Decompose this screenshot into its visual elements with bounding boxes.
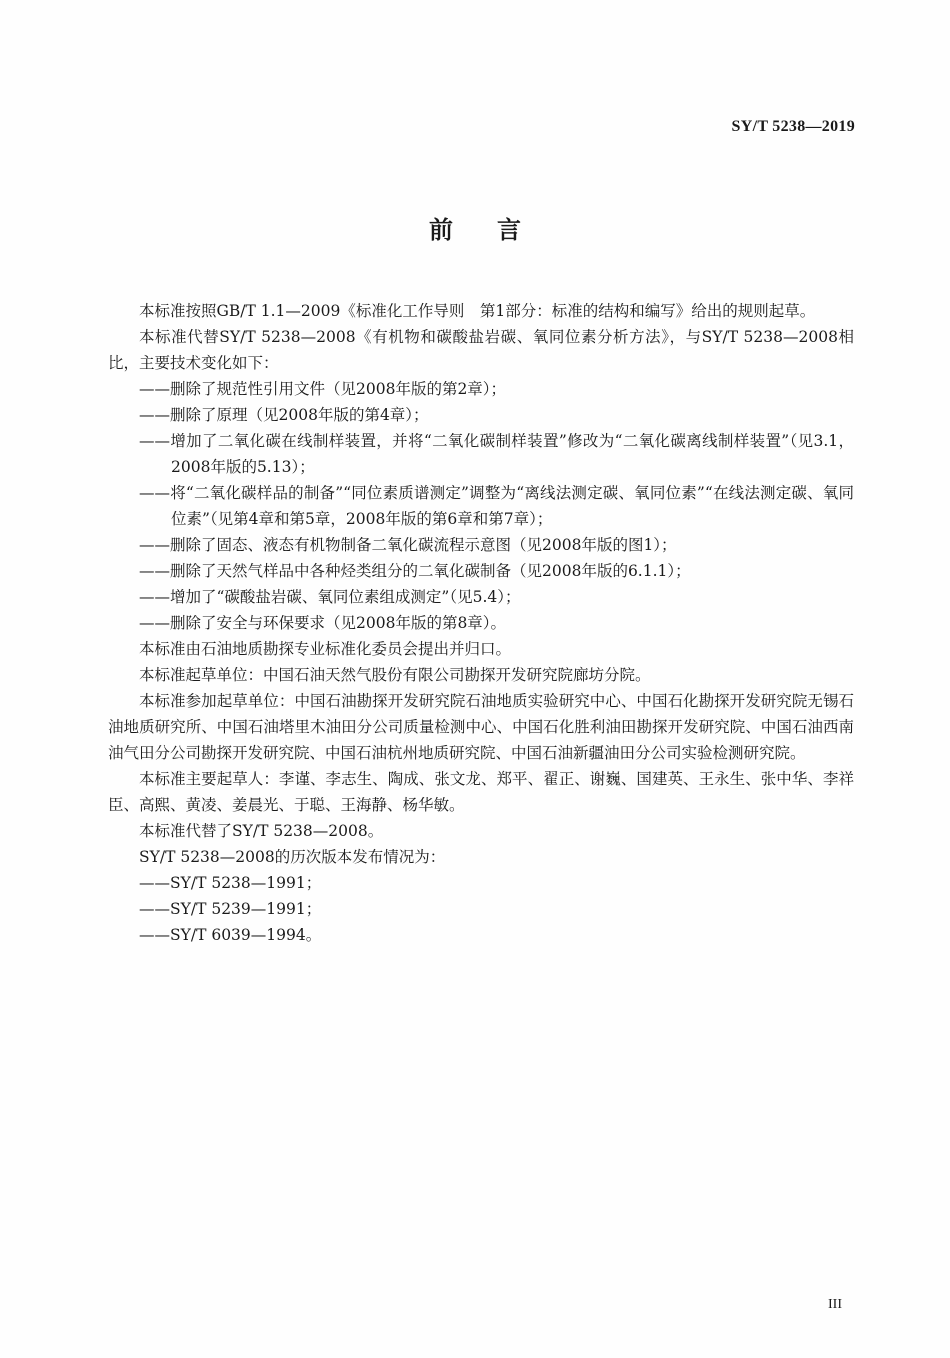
- change-item: ——删除了天然气样品中各种烃类组分的二氧化碳制备（见2008年版的6.1.1）；: [139, 562, 691, 580]
- paragraph-history: SY/T 5238—2008的历次版本发布情况为：: [139, 848, 446, 866]
- standard-code: SY/T 5238—2019: [731, 118, 855, 135]
- change-item: ——删除了固态、液态有机物制备二氧化碳流程示意图（见2008年版的图1）；: [139, 536, 677, 554]
- change-item: ——删除了规范性引用文件（见2008年版的第2章）；: [139, 380, 507, 398]
- change-item: ——将“二氧化碳样品的制备”“同位素质谱测定”调整为“离线法测定碳、氧同位素”“在线法测定碳、氧同位素”（见第4章和第5章，2008年版的第6章和第7章）；: [139, 484, 854, 528]
- page-number: III: [828, 1297, 842, 1312]
- change-item: ——删除了原理（见2008年版的第4章）；: [139, 406, 429, 424]
- history-item: ——SY/T 6039—1994。: [139, 926, 322, 944]
- change-item: ——增加了“碳酸盐岩碳、氧同位素组成测定”（见5.4）；: [139, 588, 521, 606]
- history-item: ——SY/T 5239—1991；: [139, 900, 322, 918]
- paragraph-drafting-rules: 本标准按照GB/T 1.1—2009《标准化工作导则 第1部分：标准的结构和编写》给出的规则起草。: [139, 302, 816, 320]
- paragraph-replacement: 本标准代替SY/T 5238—2008《有机物和碳酸盐岩碳、氧同位素分析方法》，与SY/T 5238—2008相比，主要技术变化如下：: [108, 328, 854, 372]
- paragraph-participating-units: 本标准参加起草单位：中国石油勘探开发研究院石油地质实验研究中心、中国石化勘探开发研究院无锡石油地质研究所、中国石油塔里木油田分公司质量检测中心、中国石化胜利油田勘探开发研究院、中国石油西南油气田分公司勘探开发研究院、中国石油杭州地质研究院、中国石油新疆油田分公司实验检测研究院。: [108, 692, 854, 762]
- paragraph-replaces: 本标准代替了SY/T 5238—2008。: [139, 822, 384, 840]
- change-item: ——删除了安全与环保要求（见2008年版的第8章）。: [139, 614, 507, 632]
- change-item: ——增加了二氧化碳在线制样装置，并将“二氧化碳制样装置”修改为“二氧化碳离线制样装置”（见3.1，2008年版的5.13）；: [139, 432, 854, 476]
- history-item: ——SY/T 5238—1991；: [139, 874, 322, 892]
- paragraph-proposer: 本标准由石油地质勘探专业标准化委员会提出并归口。: [139, 640, 512, 658]
- foreword-body: [108, 298, 854, 948]
- paragraph-drafting-unit: 本标准起草单位：中国石油天然气股份有限公司勘探开发研究院廊坊分院。: [139, 666, 651, 684]
- page-title: 前言: [429, 216, 565, 244]
- paragraph-drafters: 本标准主要起草人：李谨、李志生、陶成、张文龙、郑平、翟正、谢巍、国建英、王永生、张中华、李祥臣、高熙、黄凌、姜晨光、于聪、王海静、杨华敏。: [108, 770, 854, 814]
